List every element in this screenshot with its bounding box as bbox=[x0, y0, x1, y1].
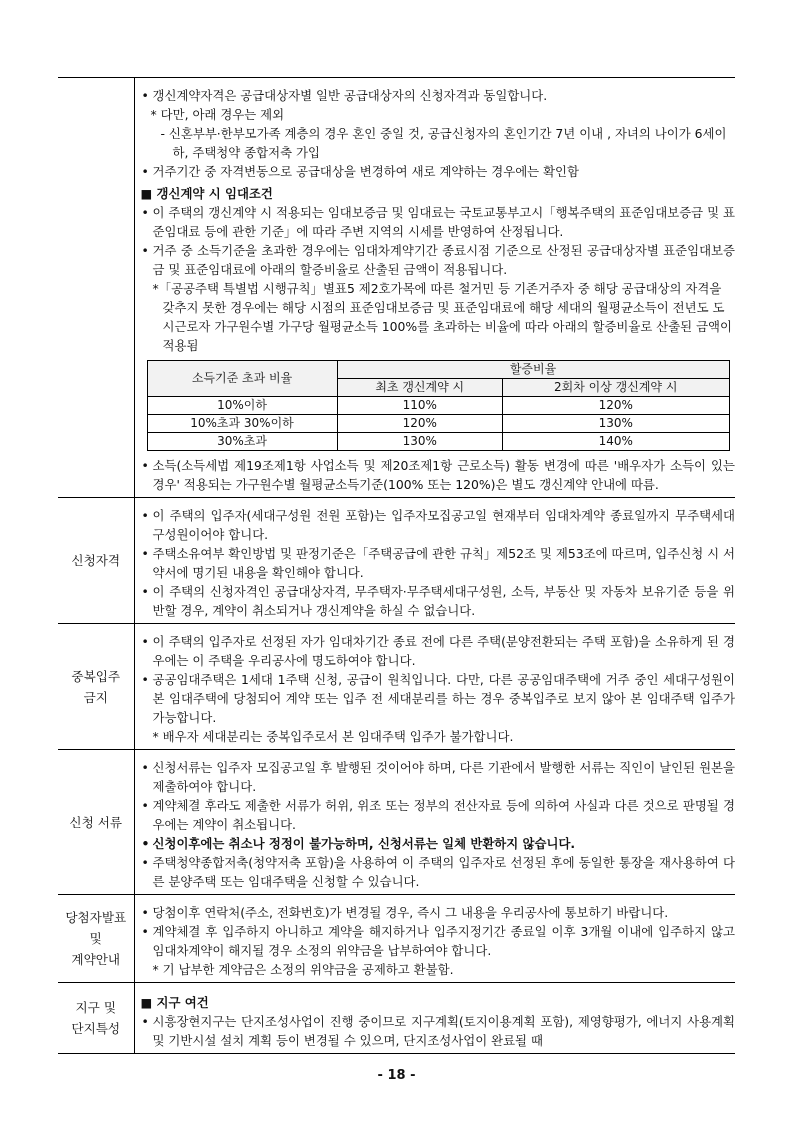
eligibility-label: 신청자격 bbox=[58, 498, 134, 624]
page-number: - 18 - bbox=[377, 1068, 416, 1083]
bullet-item: • 갱신계약자격은 공급대상자별 일반 공급대상자의 신청자격과 동일합니다. bbox=[141, 86, 736, 105]
bullet-item: • 이 주택의 신청자격인 공급대상자격, 무주택자·무주택세대구성원, 소득, 부동산 및 자동차 보유기준 등을 위반할 경우, 계약이 취소되거나 갱신계약을 하실 수 없습니다. bbox=[141, 582, 736, 620]
table-row bbox=[147, 415, 729, 433]
note-item: * 기 납부한 계약금은 소정의 위약금을 공제하고 환불함. bbox=[152, 962, 454, 977]
bullet-item: • 소득(소득세법 제19조제1항 사업소득 및 제20조제1항 근로소득) 활동 변경에 따른 '배우자가 소득이 있는 경우' 적용되는 가구원수별 월평균소득기준(100% 또는 120%)은 별도 갱신계약 안내에 따름. bbox=[141, 456, 736, 494]
notice-table bbox=[58, 77, 735, 1054]
label-line: 지구 및 bbox=[75, 1000, 116, 1015]
rate-header: 할증비율 bbox=[337, 361, 729, 379]
bullet-item: • 신청서류는 입주자 모집공고일 후 발행된 것이어야 하며, 다른 기관에서 발행한 서류는 직인이 날인된 원본을 제출하여야 합니다. bbox=[141, 758, 736, 796]
renewal-section-content bbox=[134, 78, 735, 498]
bullet-item: • 이 주택의 입주자(세대구성원 전원 포함)는 입주자모집공고일 현재부터 임대차계약 종료일까지 무주택세대구성원이어야 합니다. bbox=[141, 506, 736, 544]
winner-contract-content bbox=[134, 895, 735, 983]
second-cell: 140% bbox=[502, 433, 729, 451]
bullet-item: • 이 주택의 갱신계약 시 적용되는 임대보증금 및 임대료는 국토교통부고시「행복주택의 표준임대보증금 및 표준임대료 등에 관한 기준」에 따라 주변 지역의 시세를 반영하여 산정됩니다. bbox=[141, 203, 736, 241]
district-content bbox=[134, 983, 735, 1054]
second-cell: 120% bbox=[502, 397, 729, 415]
range-cell: 30%초과 bbox=[147, 433, 337, 451]
documents-content bbox=[134, 750, 735, 895]
duplicate-residence-content bbox=[134, 624, 735, 750]
second-cell: 130% bbox=[502, 415, 729, 433]
label-line: 단지특성 bbox=[71, 1021, 121, 1036]
range-cell: 10%초과 30%이하 bbox=[147, 415, 337, 433]
bullet-item: • 공공임대주택은 1세대 1주택 신청, 공급이 원칙입니다. 다만, 다른 공공임대주택에 거주 중인 세대구성원이 본 임대주택에 당첨되어 계약 또는 입주 전 세대분리를 하는 경우 중복입주로 보지 않아 본 임대주택 입주가 가능합니다. bbox=[141, 670, 736, 727]
first-cell: 130% bbox=[337, 433, 502, 451]
bullet-item: • 이 주택의 입주자로 선정된 자가 임대차기간 종료 전에 다른 주택(분양전환되는 주택 포함)을 소유하게 된 경우에는 이 주택을 우리공사에 명도하여야 합니다. bbox=[141, 632, 736, 670]
first-cell: 110% bbox=[337, 397, 502, 415]
district-row bbox=[58, 983, 735, 1054]
surcharge-rate-table bbox=[147, 360, 730, 451]
eligibility-row bbox=[58, 498, 735, 624]
label-line: 중복입주 bbox=[71, 668, 121, 684]
label-line: 및 bbox=[89, 931, 102, 946]
renewal-conditions-heading: ■ 갱신계약 시 임대조건 bbox=[140, 186, 273, 201]
documents-label: 신청 서류 bbox=[58, 750, 134, 895]
bullet-item: • 거주기간 중 자격변동으로 공급대상을 변경하여 새로 계약하는 경우에는 확인함 bbox=[141, 162, 736, 181]
renewal-section-label bbox=[58, 78, 134, 498]
bullet-item: • 당첨이후 연락처(주소, 전화번호)가 변경될 경우, 즉시 그 내용을 우리공사에 통보하기 바랍니다. bbox=[141, 903, 736, 922]
bullet-item: • 시흥장현지구는 단지조성사업이 진행 중이므로 지구계획(토지이용계획 포함), 제영향평가, 에너지 사용계획 및 기반시설 설치 계획 등이 변경될 수 있으며, 단지조성사업이 완료될 때 bbox=[141, 1012, 736, 1050]
documents-row bbox=[58, 750, 735, 895]
bold-bullet-item: • 신청이후에는 취소나 정정이 불가능하며, 신청서류는 일체 반환하지 않습니다. bbox=[141, 834, 736, 853]
eligibility-content bbox=[134, 498, 735, 624]
range-cell: 10%이하 bbox=[147, 397, 337, 415]
bullet-item: • 계약체결 후라도 제출한 서류가 허위, 위조 또는 정부의 전산자료 등에 의하여 사실과 다른 것으로 판명될 경우에는 계약이 취소됩니다. bbox=[141, 796, 736, 834]
label-line: 계약안내 bbox=[71, 952, 121, 967]
label-line: 당첨자발표 bbox=[65, 910, 127, 925]
note-item: * 배우자 세대분리는 중복입주로서 본 임대주택 입주가 불가합니다. bbox=[152, 729, 514, 744]
note-item: * 다만, 아래 경우는 제외 bbox=[150, 107, 285, 122]
first-cell: 120% bbox=[337, 415, 502, 433]
second-renewal-header: 2회차 이상 갱신계약 시 bbox=[502, 379, 729, 397]
bullet-item: • 계약체결 후 입주하지 아니하고 계약을 해지하거나 입주지정기간 종료일 이후 3개월 이내에 입주하지 않고 임대차계약이 해지될 경우 소정의 위약금을 납부하여야 합니다. bbox=[141, 922, 736, 960]
winner-contract-label bbox=[58, 895, 134, 983]
first-renewal-header: 최초 갱신계약 시 bbox=[337, 379, 502, 397]
district-label bbox=[58, 983, 134, 1054]
winner-contract-row bbox=[58, 895, 735, 983]
renewal-section-row bbox=[58, 78, 735, 498]
dash-item: - 신혼부부·한부모가족 계층의 경우 혼인 중일 것, 공급신청자의 혼인기간 7년 이내 , 자녀의 나이가 6세이하, 주택청약 종합저축 가입 bbox=[160, 126, 727, 160]
bullet-item: • 거주 중 소득기준을 초과한 경우에는 임대차계약기간 종료시점 기준으로 산정된 공급대상자별 표준임대보증금 및 표준임대료에 아래의 할증비율로 산출된 금액이 적용됩니다. bbox=[141, 241, 736, 279]
table-row bbox=[147, 397, 729, 415]
label-line: 금지 bbox=[83, 689, 108, 705]
table-row bbox=[147, 433, 729, 451]
bullet-item: • 주택소유여부 확인방법 및 판정기준은「주택공급에 관한 규칙」제52조 및 제53조에 따르며, 입주신청 시 서약서에 명기된 내용을 확인해야 합니다. bbox=[141, 544, 736, 582]
note-item: *「공공주택 특별법 시행규칙」별표5 제2호가목에 따른 철거민 등 기존거주자 중 해당 공급대상의 자격을 갖추지 못한 경우에는 해당 시점의 표준임대보증금 및 표준임대료에 해당 세대의 월평균소득이 전년도 도시근로자 가구원수별 가구당 월평균소득 100%를 초과하는 비율에 따라 아래의 할증비율로 산출된 금액이 적용됨 bbox=[152, 281, 732, 353]
bullet-item: • 주택청약종합저축(청약저축 포함)을 사용하여 이 주택의 입주자로 선정된 후에 동일한 통장을 재사용하여 다른 분양주택 또는 임대주택을 신청할 수 있습니다. bbox=[141, 853, 736, 891]
district-heading: ■ 지구 여건 bbox=[140, 995, 209, 1010]
duplicate-residence-row bbox=[58, 624, 735, 750]
duplicate-residence-label bbox=[58, 624, 134, 750]
income-header: 소득기준 초과 비율 bbox=[147, 361, 337, 397]
